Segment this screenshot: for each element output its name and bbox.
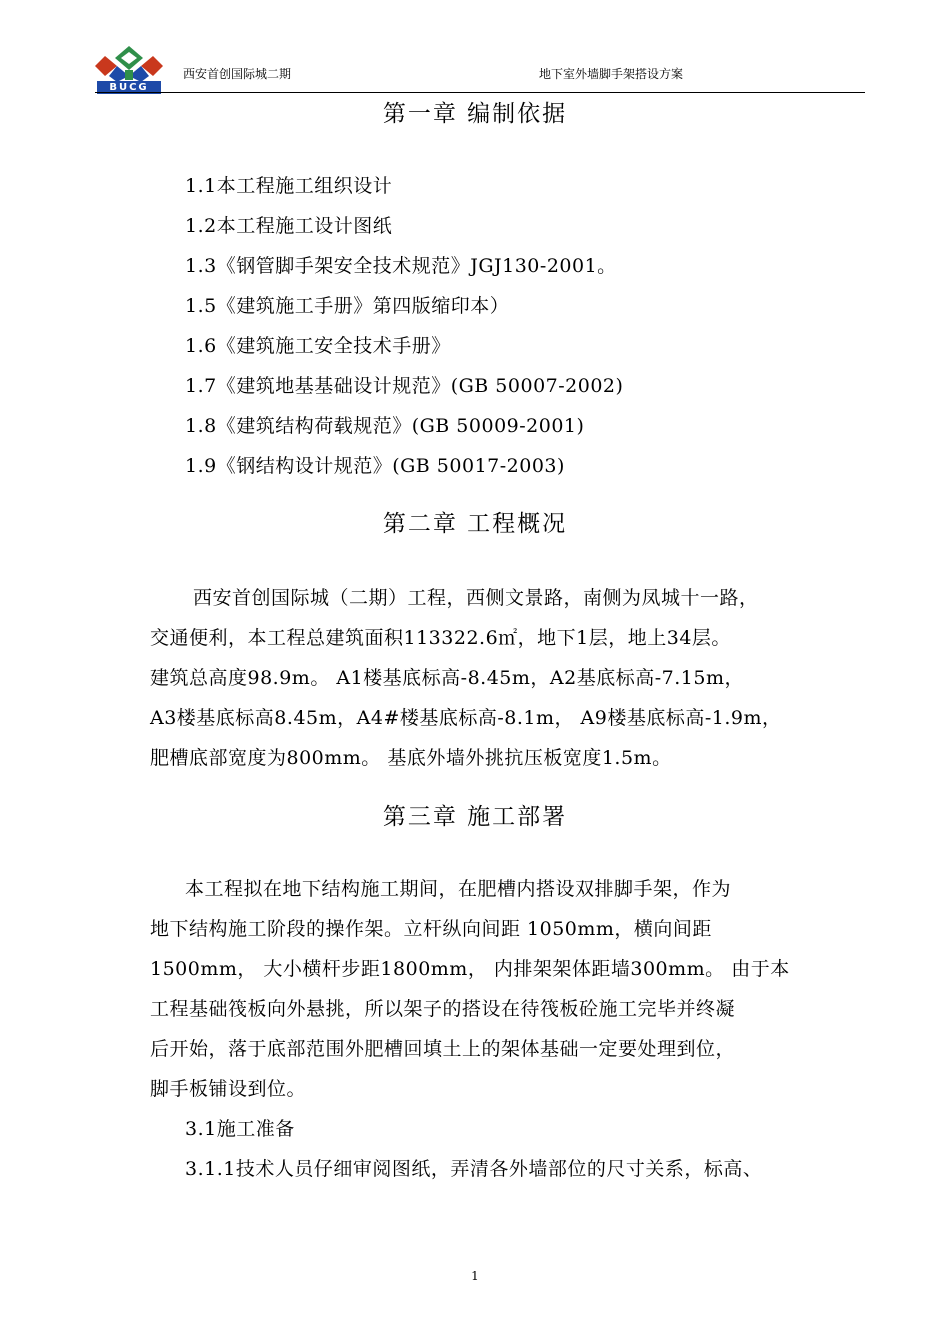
deployment-line: 1500mm， 大小横杆步距1800mm， 内排架架体距墙300mm。 由于本 — [150, 958, 790, 980]
basis-item: 1.3《钢管脚手架安全技术规范》JGJ130-2001。 — [185, 255, 617, 277]
overview-line: 肥槽底部宽度为800mm。 基底外墙外挑抗压板宽度1.5m。 — [150, 747, 672, 769]
basis-item: 1.6《建筑施工安全技术手册》 — [185, 335, 451, 357]
page-number: 1 — [471, 1269, 479, 1283]
section-text: 3.1.1技术人员仔细审阅图纸，弄清各外墙部位的尺寸关系，标高、 — [185, 1158, 763, 1180]
header-divider — [95, 92, 865, 93]
chapter-2-title: 第二章 工程概况 — [382, 511, 568, 537]
section-heading: 3.1施工准备 — [185, 1118, 295, 1140]
basis-item: 1.1本工程施工组织设计 — [185, 175, 393, 197]
logo-wordmark: BUCG — [97, 81, 161, 94]
chapter-3-title: 第三章 施工部署 — [382, 804, 568, 830]
deployment-line: 本工程拟在地下结构施工期间，在肥槽内搭设双排脚手架，作为 — [185, 878, 732, 900]
basis-item: 1.2本工程施工设计图纸 — [185, 215, 393, 237]
logo-mark-icon — [95, 44, 163, 82]
overview-line: 交通便利，本工程总建筑面积113322.6㎡，地下1层，地上34层。 — [150, 627, 731, 649]
project-name: 西安首创国际城二期 — [183, 67, 292, 81]
basis-item: 1.7《建筑地基基础设计规范》(GB 50007-2002) — [185, 375, 624, 397]
deployment-line: 工程基础筏板向外悬挑，所以架子的搭设在待筏板砼施工完毕并终凝 — [150, 998, 736, 1020]
overview-line: 西安首创国际城（二期）工程，西侧文景路，南侧为凤城十一路， — [193, 587, 759, 609]
document-title: 地下室外墙脚手架搭设方案 — [539, 67, 684, 81]
overview-line: 建筑总高度98.9m。 A1楼基底标高-8.45m，A2基底标高-7.15m， — [150, 667, 744, 689]
deployment-line: 后开始，落于底部范围外肥槽回填土上的架体基础一定要处理到位， — [150, 1038, 736, 1060]
chapter-1-title: 第一章 编制依据 — [382, 101, 568, 127]
bucg-logo — [95, 44, 163, 94]
deployment-line: 地下结构施工阶段的操作架。立杆纵向间距 1050mm，横向间距 — [150, 918, 712, 940]
basis-item: 1.8《建筑结构荷载规范》(GB 50009-2001) — [185, 415, 585, 437]
basis-item: 1.5《建筑施工手册》第四版缩印本） — [185, 295, 510, 317]
basis-item: 1.9《钢结构设计规范》(GB 50017-2003) — [185, 455, 565, 477]
overview-line: A3楼基底标高8.45m，A4#楼基底标高-8.1m， A9楼基底标高-1.9m， — [150, 707, 782, 729]
page-header — [95, 44, 865, 96]
deployment-line: 脚手板铺设到位。 — [150, 1078, 307, 1100]
